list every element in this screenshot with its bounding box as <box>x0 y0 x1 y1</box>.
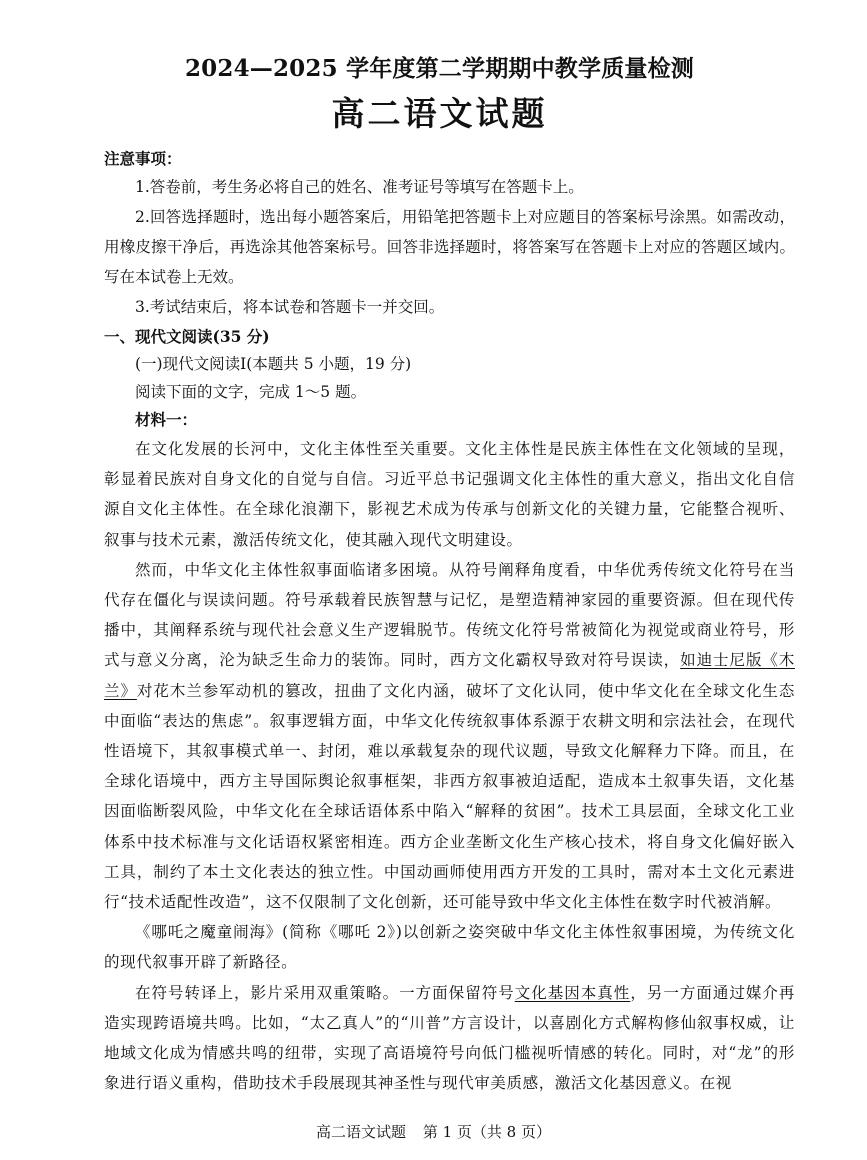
footer-page-number: 第 1 页（共 8 页） <box>422 1123 551 1141</box>
paragraph-4-underlined-text: 文化基因本真性 <box>514 983 631 1002</box>
notice-item-2: 2.回答选择题时，选出每小题答案后，用铅笔把答题卡上对应题目的答案标号涂黑。如需改动，用橡皮擦干净后，再选涂其他答案标号。回答非选择题时，将答案写在答题卡上对应的答题区域内。写在本试卷上无效。 <box>104 208 795 286</box>
material-label: 材料一： <box>135 410 198 429</box>
footer-subject: 高二语文试题 <box>316 1123 407 1141</box>
paragraph-2-underlined-text: 如迪士尼版《木兰》 <box>104 651 795 700</box>
paragraph-2-text-a: 然而，中华文化主体性叙事面临诸多困境。从符号阐释角度看，中华优秀传统文化符号在当代存在僵化与误读问题。符号承载着民族智慧与记忆，是塑造精神家园的重要资源。但在现代传播中，其阐释系统与现代社会意义生产逻辑脱节。传统文化符号常被简化为视觉或商业符号，形式与意义分离，沦为缺乏生命力的装饰。同时，西方文化霸权导致对符号误读， <box>104 560 795 670</box>
paragraph-2-text-b: 对花木兰参军动机的篡改，扭曲了文化内涵，破坏了文化认同，使中华文化在全球文化生态中面临“表达的焦虑”。叙事逻辑方面，中华文化传统叙事体系源于农耕文明和宗法社会，在现代性语境下，其叙事模式单一、封闭，难以承载复杂的现代议题，导致文化解释力下降。而且，在全球化语境中，西方主导国际舆论叙事框架，非西方叙事被迫适配，造成本土叙事失语，文化基因面临断裂风险，中华文化在全球话语体系中陷入“解释的贫困”。技术工具层面，全球文化工业体系中技术标准与文化话语权紧密相连。西方企业垄断文化生产核心技术，将自身文化偏好嵌入工具，制约了本土文化表达的独立性。中国动画师使用西方开发的工具时，需对本土文化元素进行“技术适配性改造”，这不仅限制了文化创新，还可能导致中华文化主体性在数字时代被消解。 <box>104 681 795 912</box>
notice-item-1: 1.答卷前，考生务必将自己的姓名、准考证号等填写在答题卡上。 <box>135 178 584 196</box>
reading-instruction: 阅读下面的文字，完成 1～5 题。 <box>135 383 367 401</box>
paper-title: 高二语文试题 <box>331 94 548 133</box>
paragraph-3: 《哪吒之魔童闹海》(简称《哪吒 2》)以创新之姿突破中华文化主体性叙事困境，为传统文化的现代叙事开辟了新路径。 <box>104 923 795 972</box>
notice-heading: 注意事项： <box>104 149 182 168</box>
paragraph-4 <box>104 978 795 1099</box>
section-heading: 一、现代文阅读(35 分) <box>104 327 270 346</box>
notice-item-3: 3.考试结束后，将本试卷和答题卡一并交回。 <box>135 298 445 316</box>
paragraph-1: 在文化发展的长河中，文化主体性至关重要。文化主体性是民族主体性在文化领域的呈现，彰显着民族对自身文化的自觉与自信。习近平总书记强调文化主体性的重大意义，指出文化自信源自文化主体性。在全球化浪潮下，影视艺术成为传承与创新文化的关键力量，它能整合视听、叙事与技术元素，激活传统文化，使其融入现代文明建设。 <box>104 440 795 549</box>
paragraph-4-text-a: 在符号转译上，影片采用双重策略。一方面保留符号 <box>135 983 515 1002</box>
exam-title: 2024—2025 学年度第二学期期中教学质量检测 <box>184 55 695 82</box>
sub-section-heading: (一)现代文阅读Ⅰ(本题共 5 小题，19 分) <box>135 355 412 373</box>
paragraph-2 <box>104 555 795 917</box>
paragraph-4-text-b: ，另一方面通过媒介再造实现跨语境共鸣。比如，“太乙真人”的“川普”方言设计，以喜剧化方式解构修仙叙事权威，让地域文化成为情感共鸣的纽带，实现了高语境符号向低门槛视听情感的转化。同时，对“龙”的形象进行语义重构，借助技术手段展现其神圣性与现代审美质感，激活文化基因意义。在视 <box>104 983 795 1093</box>
page-footer <box>0 1120 867 1144</box>
